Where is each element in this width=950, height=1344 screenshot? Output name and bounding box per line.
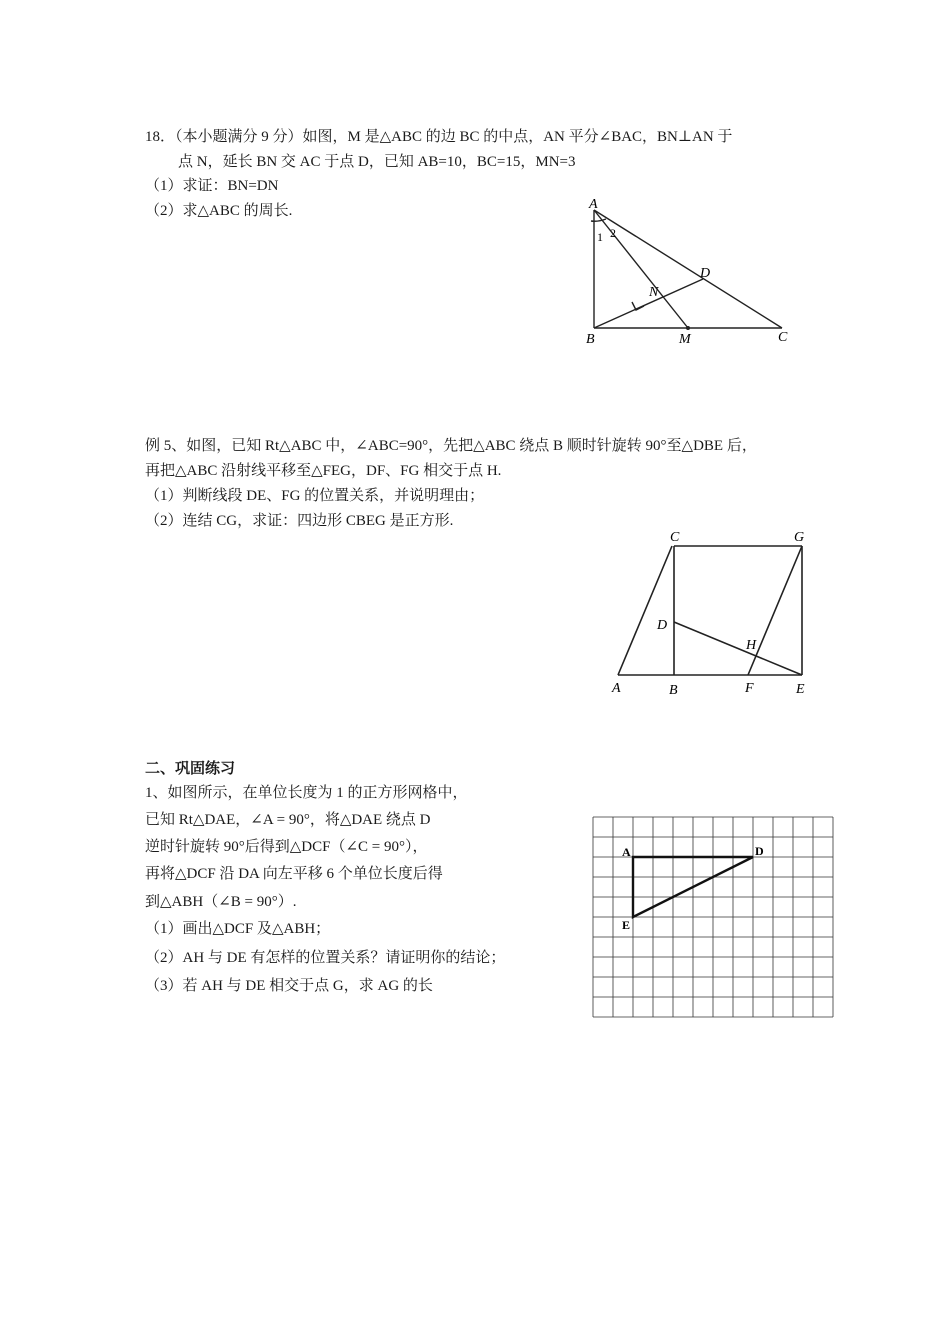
- label-M: M: [679, 332, 691, 347]
- label-C: C: [778, 330, 788, 345]
- example5-question1: （1）判断线段 DE、FG 的位置关系，并说明理由；: [145, 488, 485, 504]
- practice-line5: 到△ABH（∠B = 90°）.: [145, 894, 297, 910]
- label-D: D: [700, 266, 711, 281]
- label-B: B: [586, 332, 595, 347]
- label-D: D: [657, 618, 668, 633]
- example5-question2: （2）连结 CG，求证：四边形 CBEG 是正方形.: [145, 513, 454, 529]
- label-B: B: [669, 683, 678, 698]
- label-C: C: [670, 530, 680, 545]
- label-H: H: [746, 638, 757, 653]
- label-E: E: [796, 682, 805, 697]
- label-A: A: [612, 681, 621, 696]
- practice-question2: （2）AH 与 DE 有怎样的位置关系？请证明你的结论；: [145, 950, 506, 966]
- example5-line2: 再把△ABC 沿射线平移至△FEG，DF、FG 相交于点 H.: [145, 463, 502, 479]
- label-F: F: [745, 681, 754, 696]
- practice-question3: （3）若 AH 与 DE 相交于点 G，求 AG 的长: [145, 978, 433, 994]
- label-angle1: 1: [597, 230, 603, 244]
- label-D: D: [755, 844, 764, 858]
- label-A: A: [622, 845, 631, 859]
- practice-line2: 已知 Rt△DAE，∠A = 90°，将△DAE 绕点 D: [145, 812, 431, 828]
- practice-line4: 再将△DCF 沿 DA 向左平移 6 个单位长度后得: [145, 866, 443, 882]
- label-N: N: [649, 285, 659, 300]
- label-angle2: 2: [610, 226, 616, 240]
- example5-line1: 例 5、如图，已知 Rt△ABC 中，∠ABC=90°，先把△ABC 绕点 B 顺时针旋转 90°至△DBE 后，: [145, 438, 757, 454]
- problem18-question2: （2）求△ABC 的周长.: [145, 203, 293, 219]
- label-G: G: [794, 530, 805, 545]
- practice-question1: （1）画出△DCF 及△ABH；: [145, 921, 331, 937]
- practice-heading: 二、巩固练习: [145, 761, 236, 777]
- problem18-question1: （1）求证：BN=DN: [145, 178, 279, 194]
- practice-line3: 逆时针旋转 90°后得到△DCF（∠C = 90°），: [145, 839, 428, 855]
- problem18-line2: 点 N，延长 BN 交 AC 于点 D，已知 AB=10，BC=15，MN=3: [178, 154, 576, 170]
- practice-line1: 1、如图所示，在单位长度为 1 的正方形网格中，: [145, 785, 468, 801]
- problem18-line1: 18．（本小题满分 9 分）如图，M 是△ABC 的边 BC 的中点，AN 平分∠BAC，BN⊥AN 于: [145, 129, 733, 145]
- label-E: E: [622, 918, 631, 932]
- label-A: A: [589, 197, 598, 212]
